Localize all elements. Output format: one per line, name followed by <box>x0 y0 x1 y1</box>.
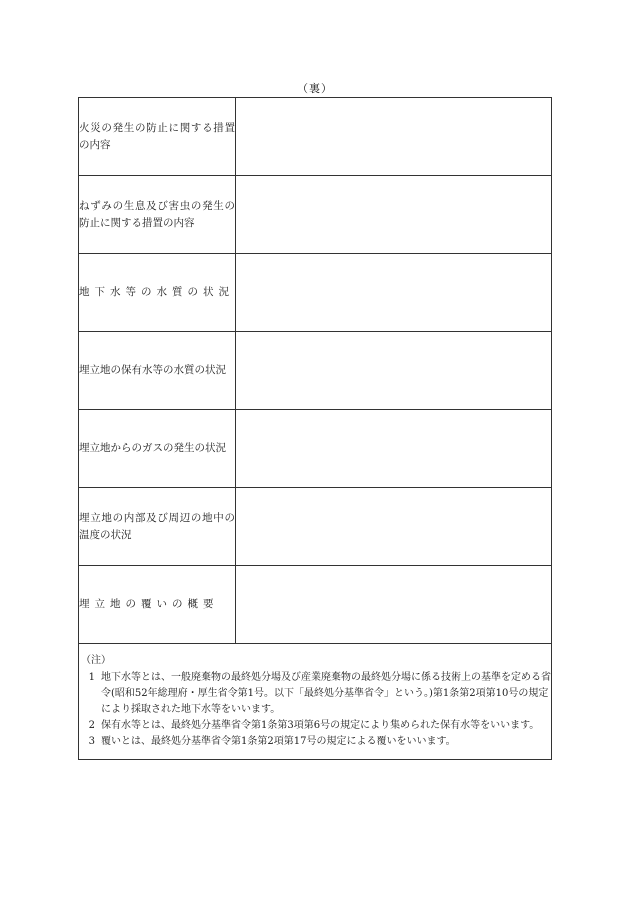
row-label-fire-prevention: 火災の発生の防止に関する措置の内容 <box>79 98 236 176</box>
row-label-retained-water-quality: 埋立地の保有水等の水質の状況 <box>79 332 236 410</box>
table-row <box>79 176 552 254</box>
notes-section <box>79 644 552 760</box>
field-groundwater-quality[interactable] <box>236 254 552 332</box>
field-gas-generation[interactable] <box>236 410 552 488</box>
field-retained-water-quality[interactable] <box>236 332 552 410</box>
field-pest-prevention[interactable] <box>236 176 552 254</box>
report-form-table <box>78 97 552 760</box>
note-item <box>79 734 551 750</box>
row-label-pest-prevention: ねずみの生息及び害虫の発生の防止に関する措置の内容 <box>79 176 236 254</box>
table-row <box>79 488 552 566</box>
table-row <box>79 332 552 410</box>
note-number: 2 <box>88 720 95 731</box>
note-text: 地下水等とは、一般廃棄物の最終処分場及び産業廃棄物の最終処分場に係る技術上の基準を定める省令(昭和52年総理府・厚生省令第1号。以下「最終処分基準省令」という。)第1条第2項第10号の規定により採取された地下水等をいいます。 <box>101 672 551 715</box>
notes-row <box>79 644 552 760</box>
field-ground-temperature[interactable] <box>236 488 552 566</box>
notes-heading: （注） <box>81 655 111 666</box>
row-label-cover-summary: 埋立地の覆いの概要 <box>79 566 236 644</box>
note-item <box>79 670 551 718</box>
field-fire-prevention[interactable] <box>236 98 552 176</box>
note-number: 1 <box>88 672 95 683</box>
page-title: （裏） <box>297 82 333 95</box>
note-number: 3 <box>88 736 95 747</box>
row-label-gas-generation: 埋立地からのガスの発生の状況 <box>79 410 236 488</box>
row-label-groundwater-quality: 地下水等の水質の状況 <box>79 254 236 332</box>
table-row <box>79 254 552 332</box>
row-label-ground-temperature: 埋立地の内部及び周辺の地中の温度の状況 <box>79 488 236 566</box>
field-cover-summary[interactable] <box>236 566 552 644</box>
table-row <box>79 98 552 176</box>
table-row <box>79 410 552 488</box>
note-text: 保有水等とは、最終処分基準省令第1条第3項第6号の規定により集められた保有水等をいいます。 <box>101 720 540 731</box>
table-row <box>79 566 552 644</box>
note-item <box>79 718 551 734</box>
note-text: 覆いとは、最終処分基準省令第1条第2項第17号の規定による覆いをいいます。 <box>101 736 456 747</box>
